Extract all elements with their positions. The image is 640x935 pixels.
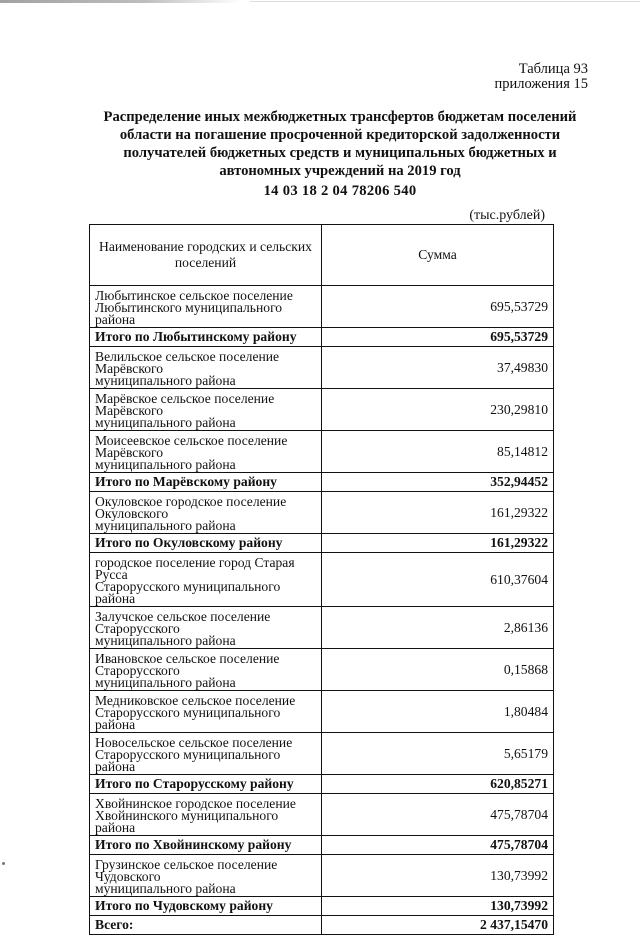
amount: 695,53729 xyxy=(322,286,554,328)
table-row xyxy=(90,286,554,328)
table-row xyxy=(90,794,554,836)
subtotal-label: Итого по Окуловскому району xyxy=(90,534,322,553)
scan-edge-artifact xyxy=(0,0,240,3)
table-row xyxy=(90,649,554,691)
table-number: Таблица 93 xyxy=(518,61,588,77)
table-row xyxy=(90,431,554,473)
table-header-row xyxy=(90,225,554,286)
subtotal-amount: 161,29322 xyxy=(322,534,554,553)
budget-classification-code: 14 03 18 2 04 78206 540 xyxy=(263,183,417,199)
appendix-number: приложения 15 xyxy=(494,76,588,92)
amount: 37,49830 xyxy=(322,347,554,389)
amount: 610,37604 xyxy=(322,553,554,607)
subtotal-row xyxy=(90,328,554,347)
subtotal-row xyxy=(90,473,554,492)
subtotal-row xyxy=(90,775,554,794)
title-line: автономных учреждений на 2019 год xyxy=(219,163,461,179)
subtotal-label: Итого по Хвойнинскому району xyxy=(90,836,322,855)
units-label: (тыс.рублей) xyxy=(469,208,545,223)
settlement-name: Новосельское сельское поселение Старорусского муниципального района xyxy=(90,733,322,775)
settlement-name: Залучское сельское поселение Старорусского муниципального района xyxy=(90,607,322,649)
title-line: получателей бюджетных средств и муниципальных бюджетных и xyxy=(123,145,557,161)
table-row xyxy=(90,691,554,733)
settlement-name: Велильское сельское поселение Марёвского муниципального района xyxy=(90,347,322,389)
subtotal-row xyxy=(90,534,554,553)
title-line: области на погашение просроченной кредиторской задолженности xyxy=(119,127,561,143)
settlement-name: Марёвское сельское поселение Марёвского муниципального района xyxy=(90,389,322,431)
amount: 230,29810 xyxy=(322,389,554,431)
amount: 0,15868 xyxy=(322,649,554,691)
table-row xyxy=(90,733,554,775)
subtotal-row xyxy=(90,897,554,916)
table-row xyxy=(90,553,554,607)
settlement-name: Моисеевское сельское поселение Марёвского муниципального района xyxy=(90,431,322,473)
table-reference xyxy=(495,62,588,92)
subtotal-label: Итого по Марёвскому району xyxy=(90,473,322,492)
settlement-name: Грузинское сельское поселение Чудовского муниципального района xyxy=(90,855,322,897)
amount: 130,73992 xyxy=(322,855,554,897)
grand-total-label: Всего: xyxy=(90,916,322,935)
settlement-name: городское поселение город Старая Русса Старорусского муниципального района xyxy=(90,553,322,607)
document-title xyxy=(80,108,600,180)
subtotal-label: Итого по Старорусскому району xyxy=(90,775,322,794)
title-line: Распределение иных межбюджетных трансфертов бюджетам поселений xyxy=(103,109,577,125)
settlement-name: Любытинское сельское поселение Любытинского муниципального района xyxy=(90,286,322,328)
amount: 475,78704 xyxy=(322,794,554,836)
table-row xyxy=(90,855,554,897)
table-row xyxy=(90,607,554,649)
grand-total-amount: 2 437,15470 xyxy=(322,916,554,935)
amount: 2,86136 xyxy=(322,607,554,649)
settlement-name: Ивановское сельское поселение Старорусского муниципального района xyxy=(90,649,322,691)
settlement-name: Окуловское городское поселение Окуловского муниципального района xyxy=(90,492,322,534)
settlement-name: Медниковское сельское поселение Старорусского муниципального района xyxy=(90,691,322,733)
header-sum: Сумма xyxy=(322,225,554,286)
subtotal-amount: 475,78704 xyxy=(322,836,554,855)
settlement-name: Хвойнинское городское поселение Хвойнинского муниципального района xyxy=(90,794,322,836)
subtotal-amount: 130,73992 xyxy=(322,897,554,916)
amount: 5,65179 xyxy=(322,733,554,775)
subtotal-label: Итого по Любытинскому району xyxy=(90,328,322,347)
amount: 85,14812 xyxy=(322,431,554,473)
grand-total-row xyxy=(90,916,554,935)
subtotal-amount: 352,94452 xyxy=(322,473,554,492)
distribution-table xyxy=(89,224,554,935)
subtotal-label: Итого по Чудовскому району xyxy=(90,897,322,916)
subtotal-row xyxy=(90,836,554,855)
table-row xyxy=(90,389,554,431)
amount: 1,80484 xyxy=(322,691,554,733)
table-row xyxy=(90,492,554,534)
amount: 161,29322 xyxy=(322,492,554,534)
table-row xyxy=(90,347,554,389)
subtotal-amount: 695,53729 xyxy=(322,328,554,347)
subtotal-amount: 620,85271 xyxy=(322,775,554,794)
header-name: Наименование городских и сельских поселений xyxy=(90,225,322,286)
scan-edge-artifact xyxy=(250,1,640,2)
scan-speck xyxy=(2,862,5,865)
